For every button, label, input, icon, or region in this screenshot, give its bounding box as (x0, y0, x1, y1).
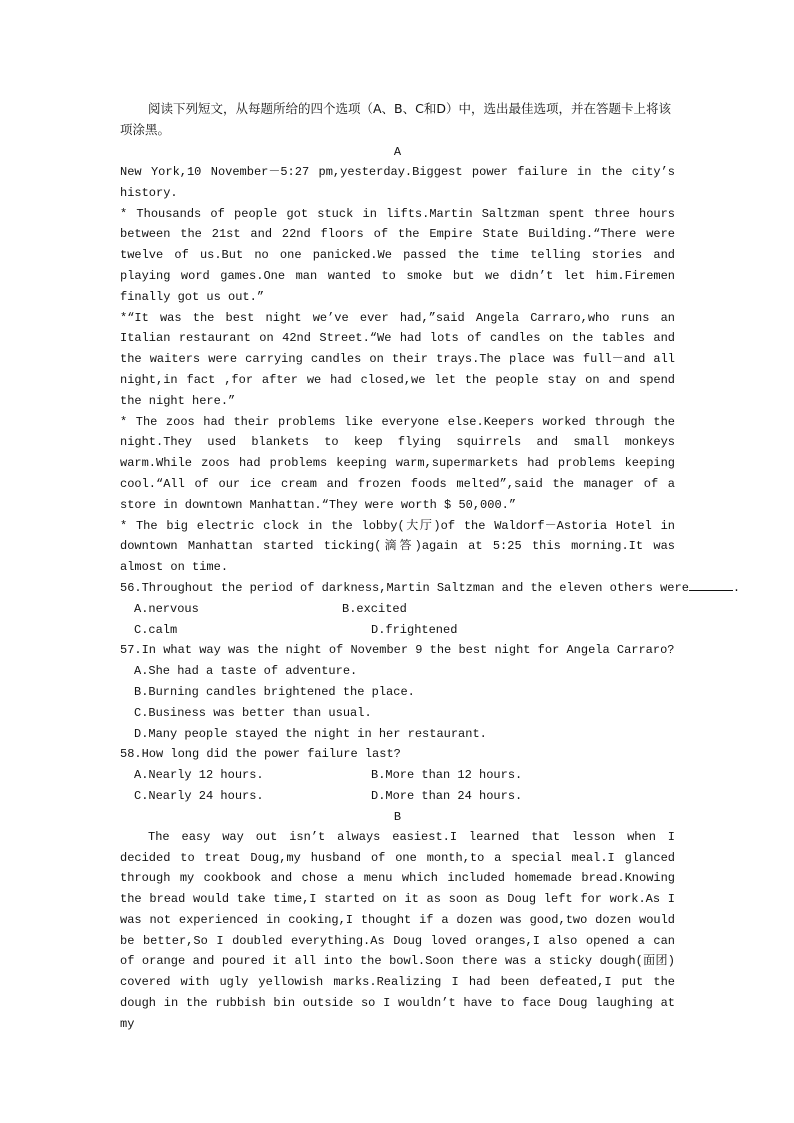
exam-page (120, 98, 741, 1035)
question-56-options-row-1 (120, 599, 675, 620)
passage-b-label: B (393, 809, 402, 824)
option-a: A.Nearly 12 hours. (134, 768, 264, 783)
question-58-options-row-2 (120, 786, 675, 807)
option-d: D.Many people stayed the night in her restaurant. (134, 726, 487, 741)
question-58-options-row-1 (120, 765, 675, 786)
option-d: D.More than 24 hours. (371, 788, 523, 803)
passage-a-paragraph: * The big electric clock in the lobby(大厅)of the Waldorf－Astoria Hotel in downtown Manhattan started ticking(滴答)again at 5:25 this morning.It was almost on time. (120, 518, 675, 575)
option-b: B.excited (342, 601, 407, 616)
option-a: A.nervous (134, 601, 199, 616)
passage-a-paragraph: New York,10 November－5:27 pm,yesterday.Biggest power failure in the city’s history. (120, 165, 675, 200)
option-c: C.calm (134, 622, 178, 637)
passage-a-paragraph: * Thousands of people got stuck in lifts.Martin Saltzman spent three hours between the 21st and 22nd floors of the Empire State Building.“There were twelve of us.But no one panicked.We passed the time telling stories and playing word games.One man wanted to smoke but we didn’t let him.Firemen finally got us out.” (120, 206, 675, 304)
option-b: B.Burning candles brightened the place. (134, 684, 415, 699)
question-57-option-c-row (120, 703, 675, 724)
question-56-stem: 56.Throughout the period of darkness,Martin Saltzman and the eleven others were (120, 580, 689, 595)
question-57-option-d-row (120, 724, 675, 745)
option-c: C.Nearly 24 hours. (134, 788, 264, 803)
passage-a-paragraph: * The zoos had their problems like everyone else.Keepers worked through the night.They used blankets to keep flying squirrels and small monkeys warm.While zoos had problems keeping warm,supermarkets had problems keeping cool.“All of our ice cream and frozen foods melted”,said the manager of a store in downtown Manhattan.“They were worth $ 50,000.” (120, 414, 675, 512)
option-c: C.Business was better than usual. (134, 705, 372, 720)
passage-a-paragraph: *“It was the best night we’ve ever had,”said Angela Carraro,who runs an Italian restaurant on 42nd Street.“We had lots of candles on the tables and the waiters were carrying candles on their trays.The place was full－and all night,in fact ,for after we had closed,we let the people stay on and spend the night here.” (120, 310, 675, 408)
option-d: D.frightened (371, 622, 458, 637)
question-57: 57.In what way was the night of November 9 the best night for Angela Carraro? (120, 643, 675, 658)
question-56-stem-end: . (732, 580, 741, 595)
question-56 (120, 578, 741, 599)
answer-blank (689, 578, 733, 591)
question-57-option-a-row (120, 661, 675, 682)
question-56-options-row-2 (120, 620, 675, 641)
passage-b-paragraph: The easy way out isn’t always easiest.I learned that lesson when I decided to treat Doug,my husband of one month,to a special meal.I glanced through my cookbook and chose a menu which included homemade bread.Knowing the bread would take time,I started on it as soon as Doug left for work.As I was not experienced in cooking,I thought if a dozen was good,two dozen would be better,So I doubled everything.As Doug loved oranges,I also opened a can of orange and poured it all into the bowl.Soon there was a sticky dough(面团) covered with ugly yellowish marks.Realizing I had been defeated,I put the dough in the rubbish bin outside so I wouldn’t have to face Doug laughing at my (120, 829, 675, 1031)
option-b: B.More than 12 hours. (371, 768, 523, 783)
option-a: A.She had a taste of adventure. (134, 664, 358, 679)
instructions: 阅读下列短文，从每题所给的四个选项（A、B、C和D）中，选出最佳选项，并在答题卡上将该项涂黑。 (120, 101, 671, 137)
question-58: 58.How long did the power failure last? (120, 747, 401, 762)
passage-a-label: A (393, 145, 402, 159)
question-57-option-b-row (120, 682, 675, 703)
